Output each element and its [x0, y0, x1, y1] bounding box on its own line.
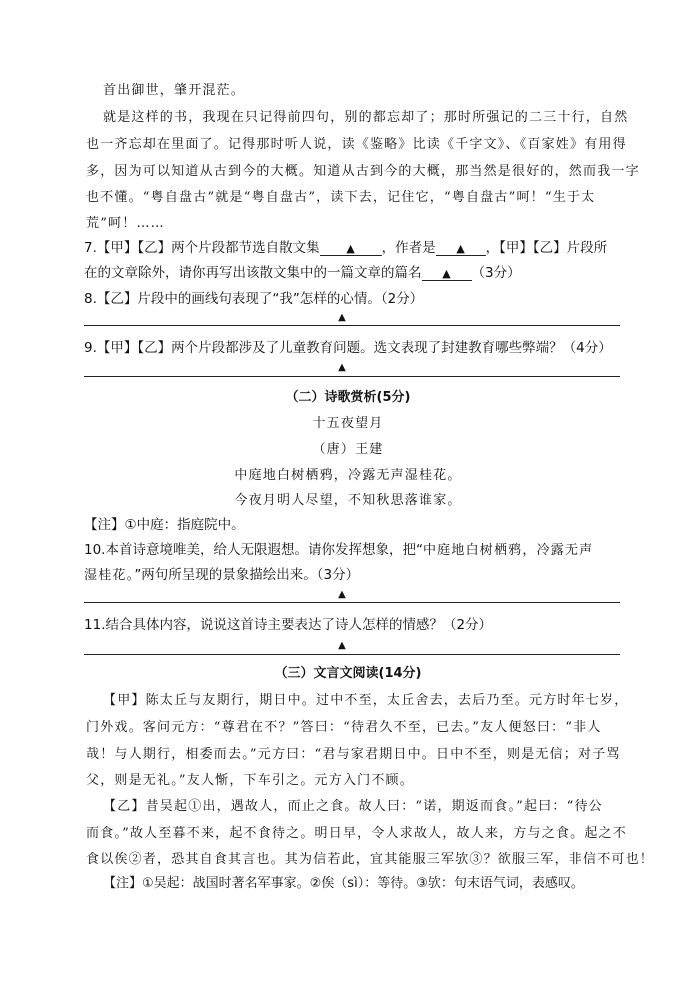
answer-marker: ▲ — [338, 312, 346, 323]
passage-line: 也不懂。“粤自盘古”就是“粤自盘古”，读下去，记住它，“粤自盘古”呵！“生于太 — [86, 190, 596, 205]
classical-text-line: 食以俟②者，恐其自食其言也。其为信若此，宜其能服三军欤③？欲服三军，非信不可也！ — [86, 852, 655, 867]
answer-marker: ▲ — [338, 589, 346, 600]
classical-text-line: 门外戏。客问元方：“尊君在不？”答曰：“待君久不至，已去。”友人便怒曰：“非人 — [86, 720, 602, 735]
classical-text-line: 而食。”故人至暮不来，起不食待之。明日早，令人求故人，故人来，方与之食。起之不 — [86, 826, 627, 841]
classical-text-line: 【乙】昔吴起①出，遇故人，而止之食。故人曰：“诺，期返而食。”起曰：“待公 — [103, 799, 603, 814]
answer-line[interactable] — [84, 325, 620, 326]
question-9: 9.【甲】【乙】两个片段都涉及了儿童教育问题。选文表现了封建教育哪些弊端？（4分） — [84, 340, 612, 356]
classical-note: 【注】①吴起：战国时著名军事家。②俟（sì）：等待。③欤：句末语气词，表感叹。 — [103, 876, 584, 891]
question-8: 8.【乙】片段中的画线句表现了“我”怎样的心情。（2分） — [84, 291, 424, 307]
poem-author: （唐）王建 — [312, 442, 384, 457]
classical-text-line: 父，则是无礼。”友人惭，下车引之。元方入门不顾。 — [86, 773, 414, 788]
question-10-line2: 湿桂花。”两句所呈现的景象描绘出来。（3分） — [84, 567, 360, 583]
answer-blank[interactable]: ▲ — [320, 242, 382, 256]
answer-blank[interactable]: ▲ — [422, 267, 472, 281]
passage-line: 荒”呵！…… — [86, 216, 165, 231]
poem-title: 十五夜望月 — [312, 416, 384, 431]
classical-text-line: 哉！与人期行，相委而去。”元方曰：“君与家君期日中。日中不至，则是无信；对子骂 — [86, 747, 621, 762]
question-10-line1: 10.本首诗意境唯美，给人无限遐想。请你发挥想象，把“中庭地白树栖鸦，冷露无声 — [84, 542, 594, 558]
section-3-heading: （三）文言文阅读(14分) — [274, 666, 422, 681]
question-7-line1: 7.【甲】【乙】两个片段都节选自散文集 ▲ ，作者是 ▲ ，【甲】【乙】片段所 — [84, 240, 608, 256]
question-7-line2: 在的文章除外，请你再写出该散文集中的一篇文章的篇名 ▲ （3分） — [84, 265, 521, 281]
poem-line: 今夜月明人尽望，不知秋思落谁家。 — [234, 493, 462, 508]
answer-line[interactable] — [84, 602, 620, 603]
passage-line: 就是这样的书，我现在只记得前四句，别的都忘却了；那时所强记的二三十行，自然 — [103, 110, 629, 125]
section-2-heading: （二）诗歌赏析(5分) — [285, 390, 411, 405]
answer-line[interactable] — [84, 376, 620, 377]
passage-line: 也一齐忘却在里面了。记得那时听人说，读《鉴略》比读《千字文》、《百家姓》有用得 — [86, 137, 627, 152]
poem-line: 中庭地白树栖鸦，冷露无声湿桂花。 — [234, 468, 462, 483]
poem-note: 【注】①中庭：指庭院中。 — [84, 517, 245, 533]
classical-text-line: 【甲】陈太丘与友期行，期日中。过中不至，太丘舍去，去后乃至。元方时年七岁， — [103, 693, 629, 708]
passage-line: 首出御世，肇开混茫。 — [103, 83, 246, 98]
answer-marker: ▲ — [338, 362, 346, 373]
answer-line[interactable] — [84, 654, 620, 655]
passage-line: 多，因为可以知道从古到今的大概。知道从古到今的大概，那当然是很好的，然而我一字 — [86, 164, 640, 179]
answer-blank[interactable]: ▲ — [436, 242, 486, 256]
question-11: 11.结合具体内容，说说这首诗主要表达了诗人怎样的情感？（2分） — [84, 617, 493, 633]
answer-marker: ▲ — [338, 640, 346, 651]
